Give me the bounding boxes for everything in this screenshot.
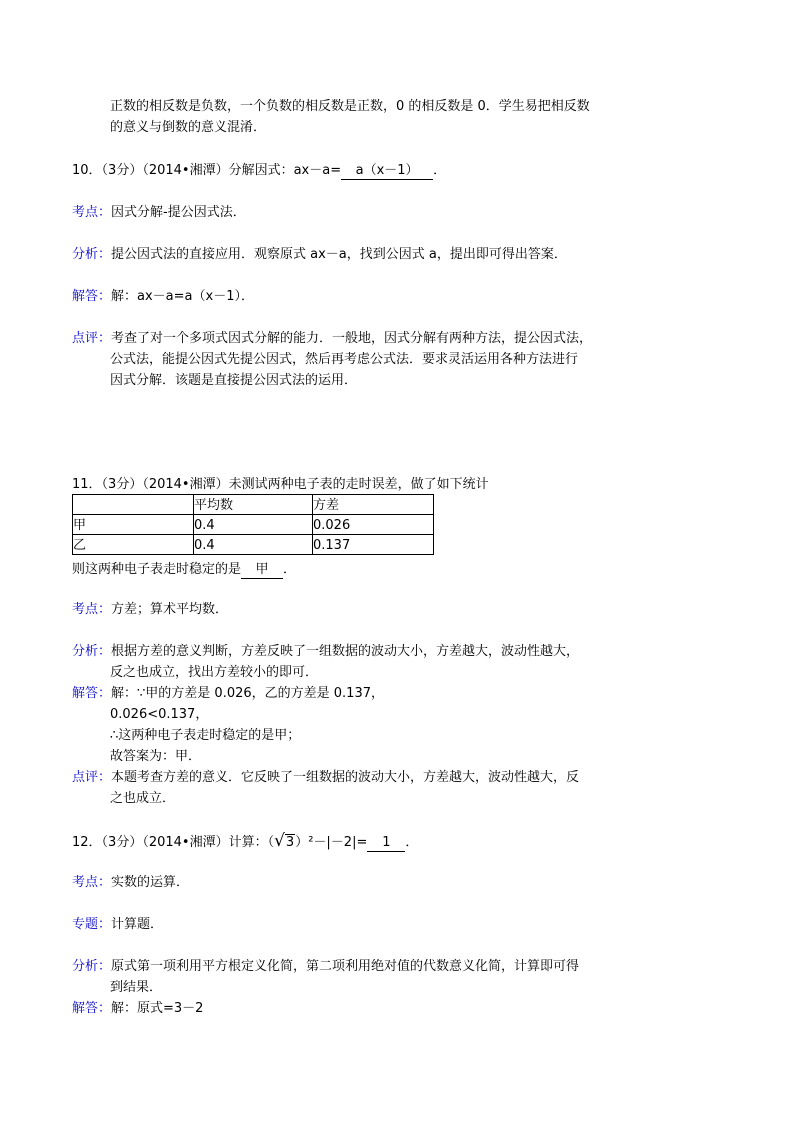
q11-question (72, 560, 296, 580)
q11-dianping (72, 768, 579, 788)
q10-dianping (72, 329, 592, 349)
table-header-cell (73, 495, 194, 515)
q10-kaodian (72, 203, 246, 223)
q11-question-text: 则这两种电子表走时稳定的是 (72, 562, 242, 577)
q12-fenxi-line-2: 到结果． (110, 980, 163, 995)
table-cell: 0.137 (313, 535, 434, 555)
table-cell: 0.4 (194, 515, 313, 535)
q11-dianping-line-2: 之也成立． (110, 791, 176, 806)
q10-stem-text: 10．（3分）（2014•湘潭）分解因式：ax－a= (72, 163, 342, 178)
q11-jieda-line-2: 0.026<0.137， (110, 707, 209, 722)
q12-stem (72, 831, 418, 853)
q10-dianping-text-1: 考查了对一个多项式因式分解的能力．一般地，因式分解有两种方法，提公因式法， (111, 331, 593, 346)
q10-jieda-text: 解：ax－a=a（x－1）． (111, 289, 254, 304)
q12-stem-mid: ）²－|－2|= (295, 835, 368, 850)
q12-kaodian-text: 实数的运算． (111, 875, 190, 890)
q11-kaodian-text: 方差；算术平均数． (111, 602, 229, 617)
intro-line-1: 正数的相反数是负数，一个负数的相反数是正数，0 的相反数是 0．学生易把相反数 (110, 99, 590, 114)
table-cell: 0.026 (313, 515, 434, 535)
sqrt-symbol: √3 (274, 831, 295, 851)
q11-dianping-text-1: 本题考查方差的意义．它反映了一组数据的波动大小，方差越大，波动性越大，反 (111, 770, 580, 785)
q12-zhuanti-text: 计算题． (111, 917, 164, 932)
q12-kaodian (72, 873, 189, 893)
q11-jieda (72, 684, 384, 704)
intro-line-2: 的意义与倒数的意义混淆． (110, 120, 267, 135)
table-row (73, 535, 434, 555)
q11-dianping-label: 点评： (72, 770, 112, 785)
q12-kaodian-label: 考点： (72, 875, 112, 890)
q11-jieda-line-3: ∴这两种电子表走时稳定的是甲； (110, 728, 301, 743)
q12-fenxi-text-1: 原式第一项利用平方根定义化简，第二项利用绝对值的代数意义化简，计算即可得 (111, 959, 580, 974)
q10-dianping-line-2: 公式法，能提公因式先提公因式，然后再考虑公式法．要求灵活运用各种方法进行 (110, 352, 579, 367)
q10-kaodian-text: 因式分解-提公因式法． (111, 205, 246, 220)
q10-dianping-label: 点评： (72, 331, 112, 346)
sqrt-radicand: 3 (285, 835, 295, 850)
table-cell: 0.4 (194, 535, 313, 555)
q11-kaodian-label: 考点： (72, 602, 112, 617)
q12-stem-end: ． (405, 835, 419, 850)
q11-fenxi-text-1: 根据方差的意义判断，方差反映了一组数据的波动大小，方差越大，波动性越大， (111, 644, 580, 659)
table-cell: 乙 (73, 535, 194, 555)
q11-jieda-text-1: 解：∵甲的方差是 0.026，乙的方差是 0.137， (111, 686, 384, 701)
table-header-cell: 方差 (313, 495, 434, 515)
q10-kaodian-label: 考点： (72, 205, 112, 220)
q10-stem (72, 161, 446, 181)
q10-answer-blank: a（x－1） (341, 163, 433, 180)
q11-stem: 11．（3分）（2014•湘潭）未测试两种电子表的走时误差，做了如下统计 (72, 477, 489, 492)
table-row (73, 515, 434, 535)
statistics-table (72, 494, 434, 555)
q10-fenxi-text: 提公因式法的直接应用．观察原式 ax－a，找到公因式 a，提出即可得出答案． (111, 247, 567, 262)
q11-kaodian (72, 600, 228, 620)
q11-fenxi (72, 642, 579, 662)
q10-fenxi-label: 分析： (72, 247, 112, 262)
q10-jieda-label: 解答： (72, 289, 112, 304)
q12-stem-text: 12．（3分）（2014•湘潭）计算：（ (72, 835, 275, 850)
table-header-row (73, 495, 434, 515)
q10-dianping-line-3: 因式分解．该题是直接提公因式法的运用． (110, 373, 358, 388)
q11-jieda-label: 解答： (72, 686, 112, 701)
q10-stem-end: ． (433, 163, 447, 178)
q12-fenxi (72, 957, 579, 977)
q12-answer-blank: 1 (367, 835, 405, 852)
q12-jieda-label: 解答： (72, 1001, 112, 1016)
q10-jieda (72, 287, 254, 307)
q11-question-end: ． (283, 562, 297, 577)
q12-zhuanti-label: 专题： (72, 917, 112, 932)
q10-fenxi (72, 245, 567, 265)
table-header-cell: 平均数 (194, 495, 313, 515)
q12-jieda-text: 解：原式=3－2 (111, 1001, 204, 1016)
q12-fenxi-label: 分析： (72, 959, 112, 974)
q11-jieda-line-4: 故答案为：甲． (110, 749, 202, 764)
q11-fenxi-line-2: 反之也成立，找出方差较小的即可． (110, 665, 319, 680)
table-cell: 甲 (73, 515, 194, 535)
q12-jieda (72, 999, 203, 1019)
q11-answer-blank: 甲 (241, 562, 283, 579)
q11-fenxi-label: 分析： (72, 644, 112, 659)
q12-zhuanti (72, 915, 163, 935)
